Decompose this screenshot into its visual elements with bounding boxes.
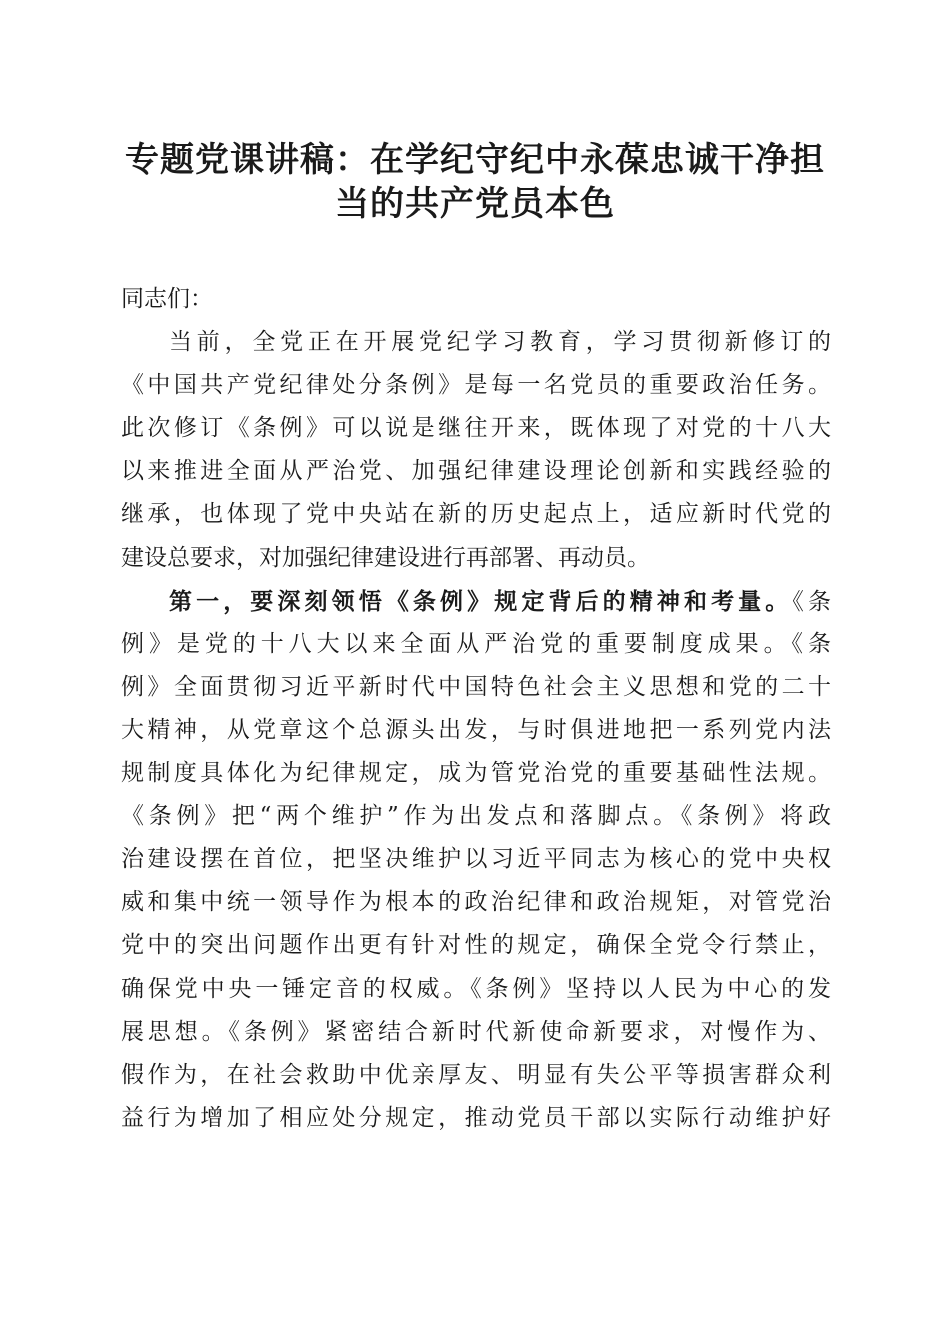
- paragraph-1-line: 继承，也体现了党中央站在新的历史起点上，适应新时代党的: [121, 501, 831, 528]
- paragraph-1-line: 建设总要求，对加强纪律建设进行再部署、再动员。: [121, 544, 650, 571]
- document-title-line-1: 专题党课讲稿：在学纪守纪中永葆忠诚干净担: [125, 140, 825, 180]
- salutation: 同志们：: [121, 286, 213, 312]
- paragraph-1-line: 当前，全党正在开展党纪学习教育，学习贯彻新修订的: [169, 329, 831, 356]
- document-title-line-2: 当的共产党员本色: [335, 184, 615, 224]
- paragraph-2-line: 确保党中央一锤定音的权威。《条例》坚持以人民为中心的发: [121, 975, 831, 1002]
- paragraph-2-line: 益行为增加了相应处分规定，推动党员干部以实际行动维护好: [121, 1104, 831, 1131]
- paragraph-2-heading: 第一，要深刻领悟《条例》规定背后的精神和考量。: [169, 587, 793, 615]
- paragraph-1-line: 《中国共产党纪律处分条例》是每一名党员的重要政治任务。: [121, 372, 831, 399]
- paragraph-2-line: 例》是党的十八大以来全面从严治党的重要制度成果。《条: [121, 630, 831, 657]
- paragraph-2-line: 威和集中统一领导作为根本的政治纪律和政治规矩，对管党治: [121, 889, 831, 916]
- paragraph-2-line: 党中的突出问题作出更有针对性的规定，确保全党令行禁止，: [121, 932, 831, 959]
- paragraph-1-line: 此次修订《条例》可以说是继往开来，既体现了对党的十八大: [121, 415, 831, 442]
- paragraph-2-line: 《条例》把“两个维护”作为出发点和落脚点。《条例》将政: [121, 803, 831, 830]
- paragraph-2-line: 展思想。《条例》紧密结合新时代新使命新要求，对慢作为、: [121, 1018, 831, 1045]
- document-body: [121, 278, 831, 1140]
- paragraph-2-line: 规制度具体化为纪律规定，成为管党治党的重要基础性法规。: [121, 760, 831, 787]
- paragraph-1-line: 以来推进全面从严治党、加强纪律建设理论创新和实践经验的: [121, 458, 831, 485]
- paragraph-2-line: 治建设摆在首位，把坚决维护以习近平同志为核心的党中央权: [121, 846, 831, 873]
- paragraph-2-first-line: [121, 580, 831, 623]
- paragraph-2-line: 假作为，在社会救助中优亲厚友、明显有失公平等损害群众利: [121, 1061, 831, 1088]
- paragraph-2-line: 大精神，从党章这个总源头出发，与时俱进地把一系列党内法: [121, 716, 831, 743]
- paragraph-2-first-line-tail: 《条: [792, 588, 831, 615]
- paragraph-2-line: 例》全面贯彻习近平新时代中国特色社会主义思想和党的二十: [121, 673, 831, 700]
